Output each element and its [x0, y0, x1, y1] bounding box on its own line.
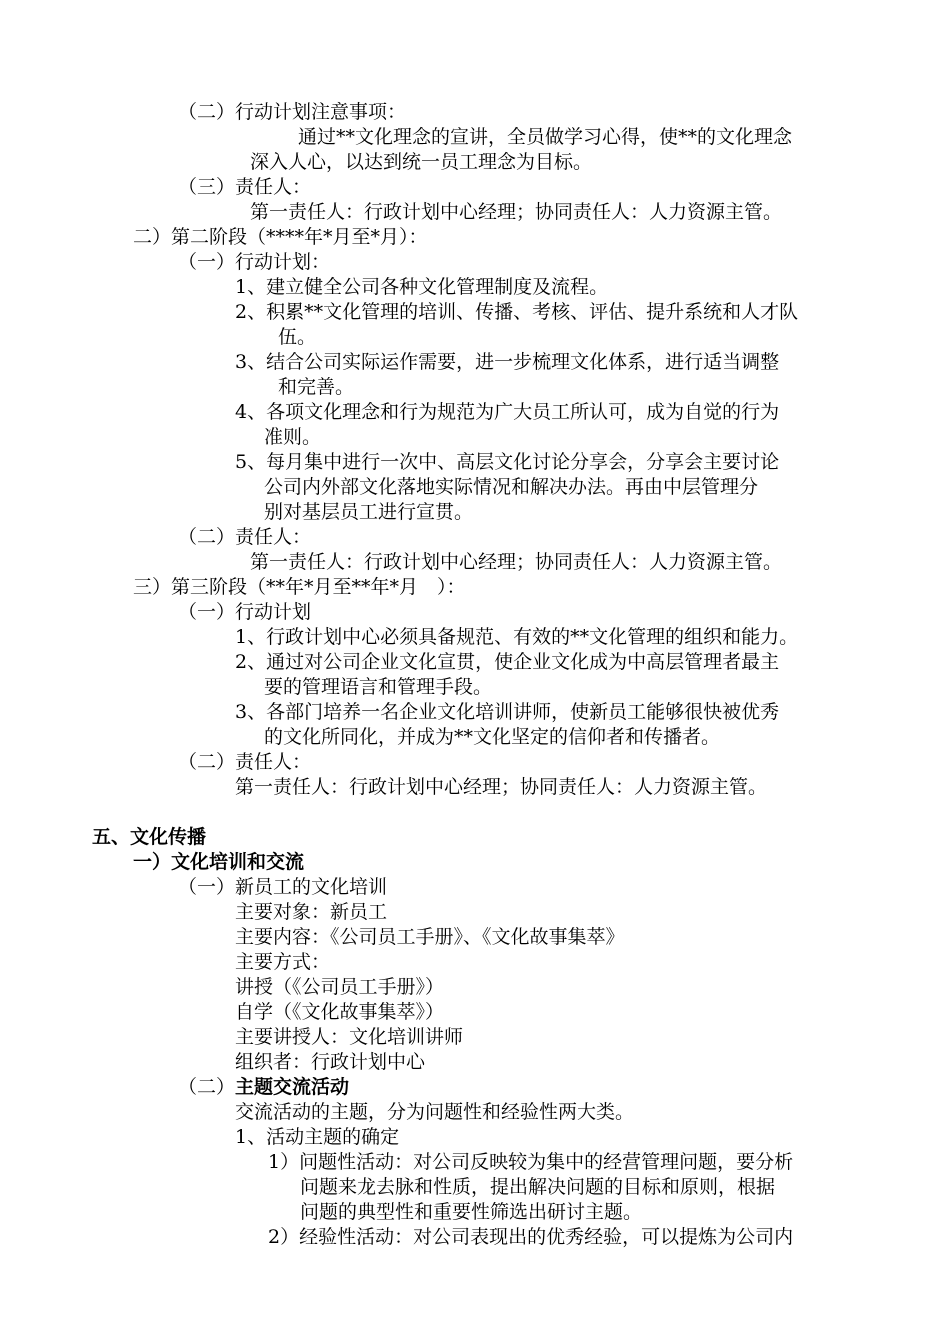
subsection-heading	[178, 1074, 349, 1100]
text-line: 通过**文化理念的宣讲，全员做学习心得，使**的文化理念	[298, 126, 793, 148]
text-line: 讲授（《公司员工手册》）	[235, 976, 445, 998]
chapter-heading: 五、文化传播	[92, 826, 207, 848]
text-line: 组织者：行政计划中心	[235, 1051, 426, 1073]
text-line: 要的管理语言和管理手段。	[264, 676, 493, 698]
text-line: 准则。	[264, 426, 322, 448]
text-line: 交流活动的主题，分为问题性和经验性两大类。	[235, 1101, 635, 1123]
text-line: 1、活动主题的确定	[235, 1126, 400, 1148]
text-line: 深入人心，以达到统一员工理念为目标。	[250, 151, 593, 173]
text-line: 1、行政计划中心必须具备规范、有效的**文化管理的组织和能力。	[235, 626, 799, 648]
text-line: （二）责任人：	[178, 526, 312, 548]
text-line: （一）行动计划：	[178, 251, 331, 273]
text-line: 5、每月集中进行一次中、高层文化讨论分享会，分享会主要讨论	[235, 451, 780, 473]
text-line: 4、各项文化理念和行为规范为广大员工所认可，成为自觉的行为	[235, 401, 780, 423]
text-line: 主要对象：新员工	[235, 901, 388, 923]
subsection-number: （二）	[178, 1076, 236, 1098]
text-line: 2、积累**文化管理的培训、传播、考核、评估、提升系统和人才队	[235, 301, 799, 323]
text-line: 的文化所同化，并成为**文化坚定的信仰者和传播者。	[264, 726, 721, 748]
text-line: 2）经验性活动：对公司表现出的优秀经验，可以提炼为公司内	[268, 1226, 794, 1248]
text-line: 第一责任人：行政计划中心经理；协同责任人：人力资源主管。	[250, 201, 783, 223]
text-line: 主要讲授人：文化培训讲师	[235, 1026, 464, 1048]
text-line: 和完善。	[278, 376, 355, 398]
text-line: 3、结合公司实际运作需要，进一步梳理文化体系，进行适当调整	[235, 351, 780, 373]
text-line: 自学（《文化故事集萃》）	[235, 1001, 445, 1023]
text-line: 1）问题性活动：对公司反映较为集中的经营管理问题，要分析	[268, 1151, 794, 1173]
text-line: （三）责任人：	[178, 176, 312, 198]
text-line: 2、通过对公司企业文化宣贯，使企业文化成为中高层管理者最主	[235, 651, 780, 673]
text-line: 公司内外部文化落地实际情况和解决办法。再由中层管理分	[264, 476, 759, 498]
text-line: 第一责任人：行政计划中心经理；协同责任人：人力资源主管。	[235, 776, 768, 798]
text-line: 别对基层员工进行宣贯。	[264, 501, 474, 523]
text-line: 问题的典型性和重要性筛选出研讨主题。	[300, 1201, 643, 1223]
subsection-title: 主题交流活动	[235, 1076, 350, 1098]
text-line: 主要内容：《公司员工手册》、《文化故事集萃》	[235, 926, 625, 948]
text-line: （一）行动计划	[178, 601, 312, 623]
text-line: 1、建立健全公司各种文化管理制度及流程。	[235, 276, 609, 298]
text-line: 主要方式：	[235, 951, 331, 973]
text-line: 伍。	[278, 326, 317, 348]
text-line: 第一责任人：行政计划中心经理；协同责任人：人力资源主管。	[250, 551, 783, 573]
text-line: （二）行动计划注意事项：	[178, 101, 407, 123]
text-line: 问题来龙去脉和性质，提出解决问题的目标和原则，根据	[300, 1176, 776, 1198]
section-heading: 二）第二阶段（****年*月至*月）：	[133, 226, 428, 248]
section-heading: 一）文化培训和交流	[133, 851, 305, 873]
text-line: 3、各部门培养一名企业文化培训讲师，使新员工能够很快被优秀	[235, 701, 780, 723]
text-line: （二）责任人：	[178, 751, 312, 773]
section-heading: 三）第三阶段（**年*月至**年*月 ）：	[133, 576, 466, 598]
subsection-heading: （一）新员工的文化培训	[178, 876, 388, 898]
